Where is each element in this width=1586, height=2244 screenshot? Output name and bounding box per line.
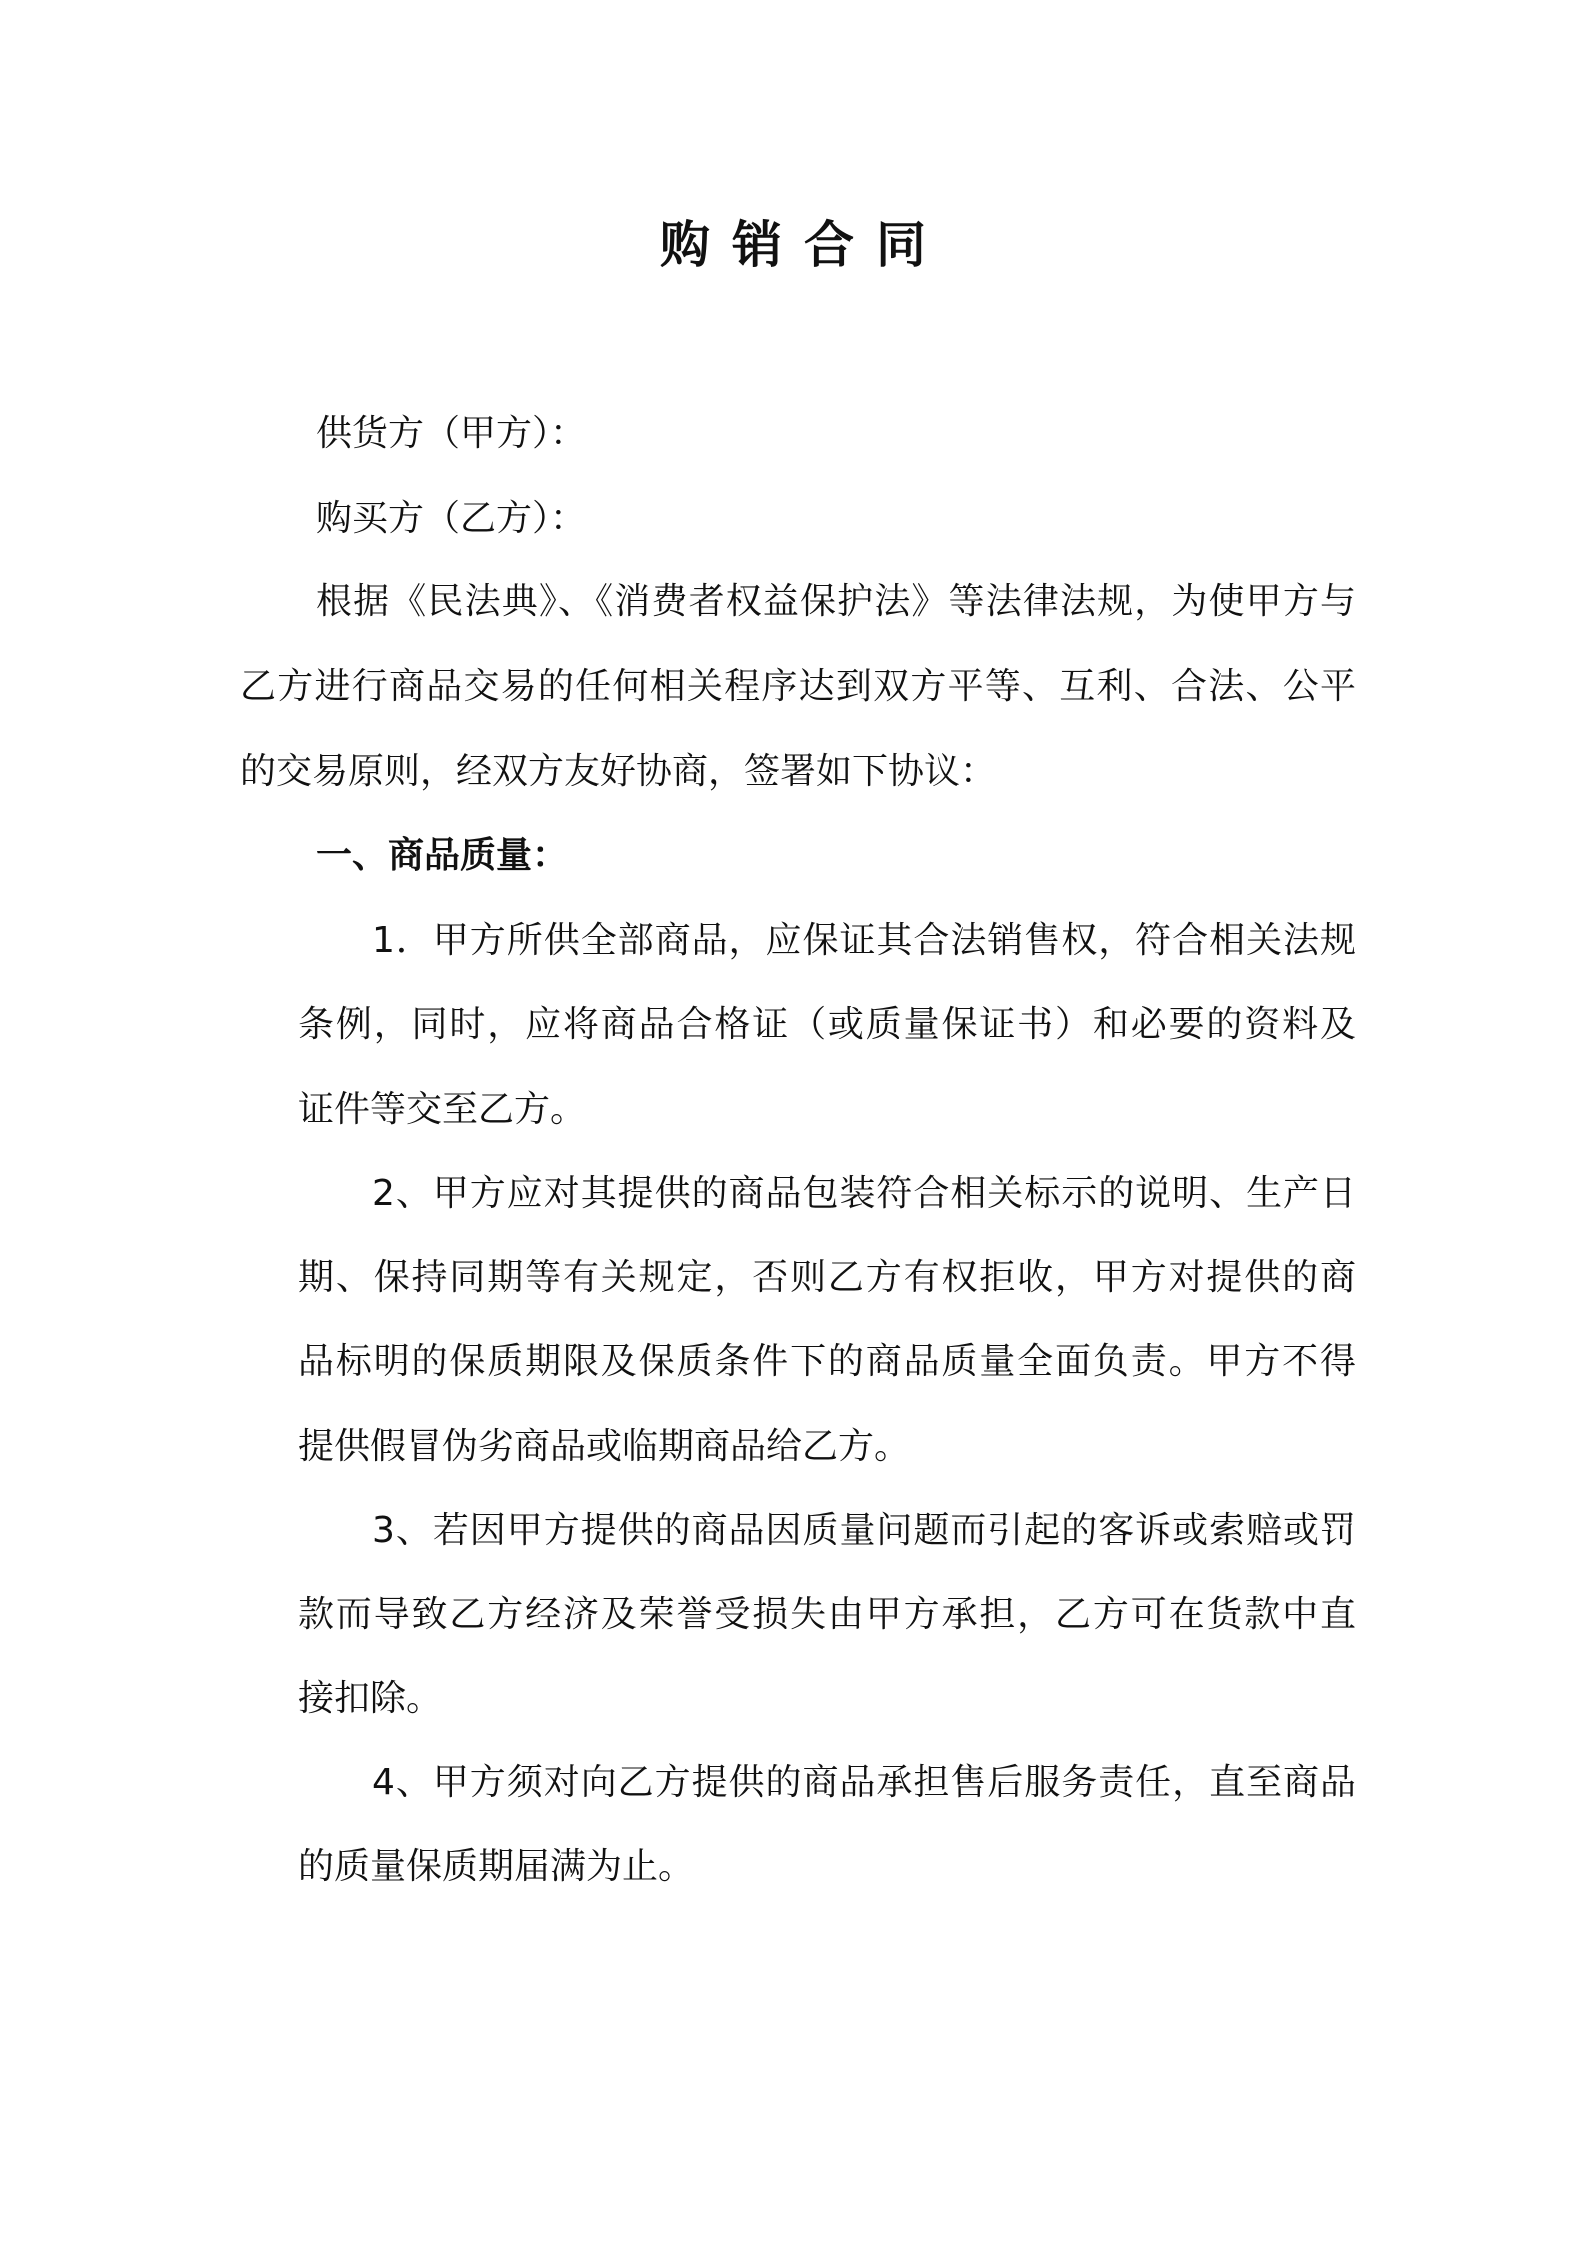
clause-line: 品标明的保质期限及保质条件下的商品质量全面负责。甲方不得	[298, 1341, 1356, 1382]
clause-line: 3、若因甲方提供的商品因质量问题而引起的客诉或索赔或罚	[372, 1510, 1356, 1551]
preamble-line: 的交易原则，经双方友好协商，签署如下协议：	[240, 751, 997, 792]
clause-line: 2、甲方应对其提供的商品包装符合相关标示的说明、生产日	[372, 1173, 1356, 1214]
clause-line: 1．甲方所供全部商品，应保证其合法销售权，符合相关法规	[372, 920, 1356, 961]
clause-line: 证件等交至乙方。	[298, 1089, 587, 1130]
buyer-party-label: 购买方（乙方）：	[316, 498, 587, 539]
preamble-line: 根据《民法典》、《消费者权益保护法》等法律法规，为使甲方与	[316, 581, 1356, 622]
clause-line: 提供假冒伪劣商品或临期商品给乙方。	[298, 1426, 911, 1467]
document-title: 购销合同	[660, 216, 948, 274]
clause-line: 条例，同时，应将商品合格证（或质量保证书）和必要的资料及	[298, 1004, 1356, 1045]
supplier-party-label: 供货方（甲方）：	[316, 413, 587, 454]
clause-line: 4、甲方须对向乙方提供的商品承担售后服务责任，直至商品	[372, 1762, 1356, 1803]
clause-line: 期、保持同期等有关规定，否则乙方有权拒收，甲方对提供的商	[298, 1257, 1356, 1298]
clause-line: 的质量保质期届满为止。	[298, 1846, 695, 1887]
clause-line: 款而导致乙方经济及荣誉受损失由甲方承担，乙方可在货款中直	[298, 1594, 1356, 1635]
preamble-line: 乙方进行商品交易的任何相关程序达到双方平等、互利、合法、公平	[240, 666, 1356, 707]
clause-line: 接扣除。	[298, 1678, 443, 1719]
section-heading: 一、商品质量：	[316, 835, 569, 876]
